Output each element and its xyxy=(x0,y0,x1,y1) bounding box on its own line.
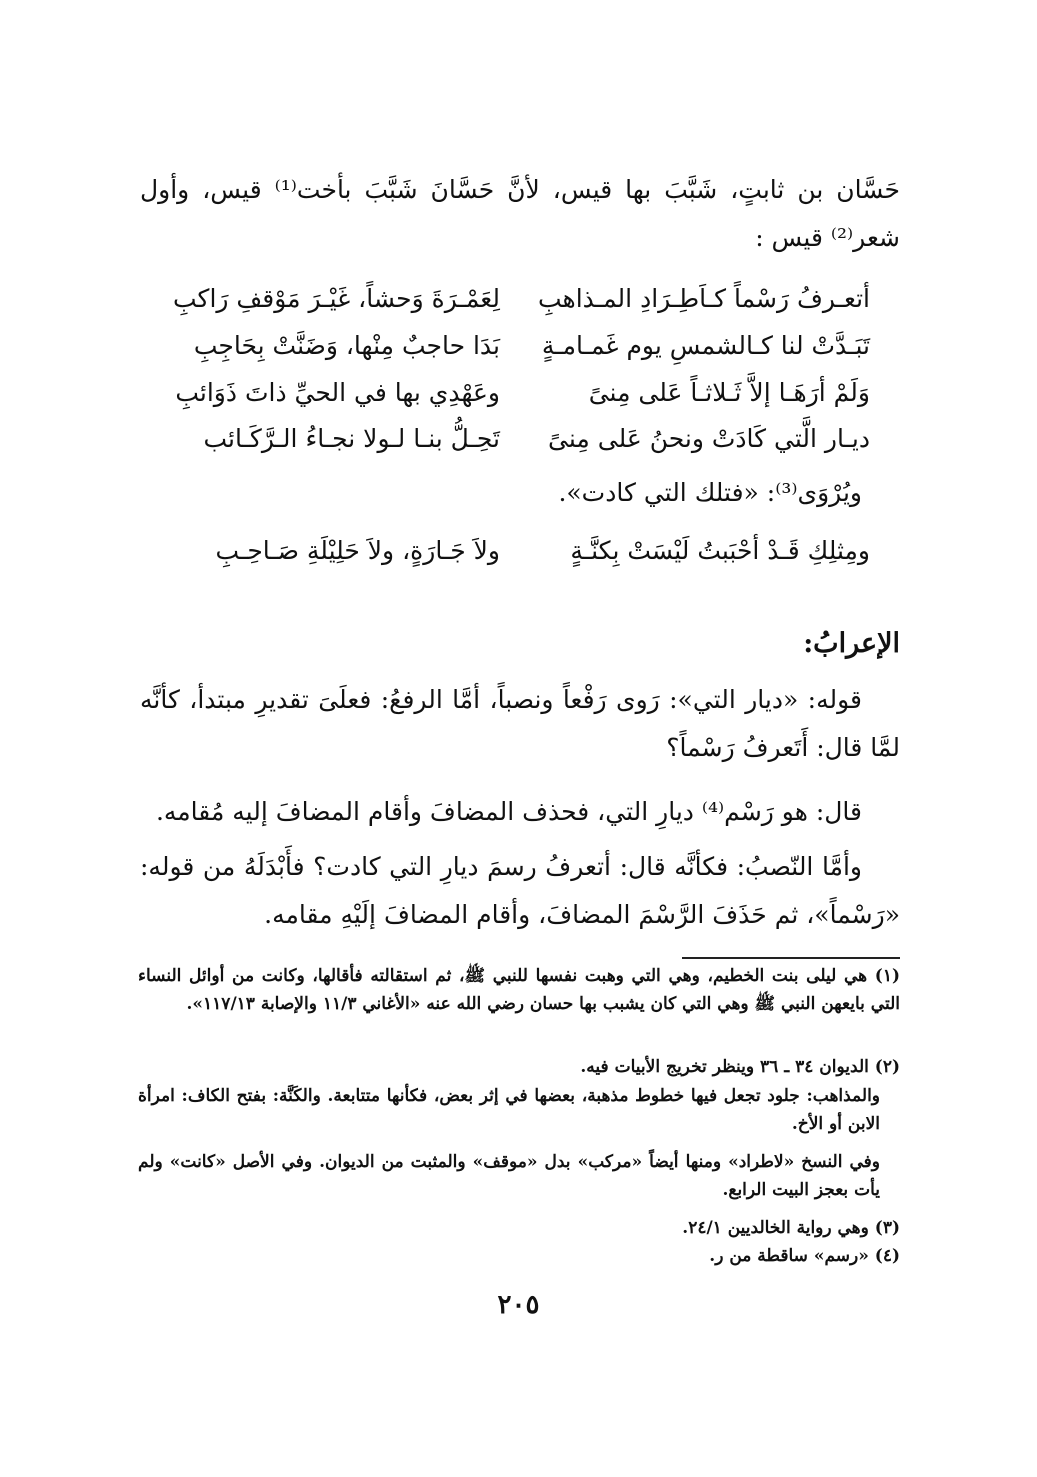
verse-first-hemistich: وَلَمْ أرَهَـا إلاَّ ثَـلاثـاً عَلى مِنىً xyxy=(588,378,870,407)
intro-paragraph: حَسَّان بن ثابتٍ، شَبَّبَ بها قيس، لأنَّ حَسَّانَ شَبَّبَ بأخت⁽¹⁾ قيس، وأول شعر⁽²⁾ قيس : xyxy=(140,175,900,252)
verse-line xyxy=(150,378,870,424)
footnote: (٣) وهي رواية الخالديين ٢٤/١. xyxy=(682,1218,900,1238)
verse-second-hemistich: لِعَمْـرَةَ وَحشاً، غَيْـرَ مَوْقفِ رَاكبِ xyxy=(173,284,500,313)
footnote: (٤) «رسم» ساقطة من ر. xyxy=(709,1246,900,1266)
verse-first-hemistich: أتعـرفُ رَسْماً كـاَطِـرَادِ المـذاهبِ xyxy=(537,284,870,313)
variant-reading: ويُرْوَى⁽³⁾: «فتلك التي كادت». xyxy=(558,478,862,507)
verse-line xyxy=(150,424,870,470)
footnote-separator xyxy=(682,957,900,959)
verse-first-hemistich: تَبَـدَّتْ لنا كـالشمسِ يوم غَمـامـةٍ xyxy=(541,331,870,360)
body-paragraph: وأمَّا النّصبُ: فكأنَّه قال: أتعرفُ رسمَ ديارِ التي كادت؟ فأَبْدَلَهُ من قوله: «رَسْماً»، ثم حَذَفَ الرَّسْمَ المضافَ، وأقام المضافَ إلَيْهِ مقامه. xyxy=(140,852,900,929)
body-paragraph: قال: هو رَسْم⁽⁴⁾ ديارِ التي، فحذف المضافَ وأقام المضافَ إليه مُقامه. xyxy=(155,797,862,826)
footnote: (١) هي ليلى بنت الخطيم، وهي التي وهبت نفسها للنبي ﷺ، ثم استقالته فأقالها، وكانت من أوائل النساء التي بايعهن النبي ﷺ وهي التي كان يشبب بها حسان رضي الله عنه «الأغاني ١١/٣ والإصابة ١١٧/١٣». xyxy=(138,966,900,1014)
section-heading: الإعرابُ: xyxy=(803,628,900,659)
verse-second-hemistich: ولاَ جَـارَةٍ، ولاَ حَلِيْلَةِ صَـاحِـبِ xyxy=(215,536,500,565)
verse-second-hemistich: تَحِـلُّ بنـا لـولا نجـاءُ الـرَّكَـائب xyxy=(203,424,500,453)
verse-first-hemistich: ومِثلِكِ قَـدْ أحْبَبتُ لَيْسَتْ بِكنَّـةٍ xyxy=(570,536,870,565)
footnote: والمذاهب: جلود تجعل فيها خطوط مذهبة، بعضها في إثر بعض، فكأنها متتابعة. والكَنَّة: بفتح الكاف: امرأة الابن أو الأخ. xyxy=(138,1086,880,1134)
page-number: ٢٠٥ xyxy=(497,1290,540,1320)
verse-second-hemistich: وعَهْدِي بها في الحيِّ ذاتَ ذَوَائبِ xyxy=(175,378,500,407)
body-paragraph: قوله: «ديار التي»: رَوى رَفْعاً ونصباً، أمَّا الرفعُ: فعلَىَ تقديرِ مبتدأ، كأنَّه لمَّا قال: أَتَعرفُ رَسْماً؟ xyxy=(140,685,900,762)
footnote: (٢) الديوان ٣٤ ـ ٣٦ وينظر تخريج الأبيات فيه. xyxy=(580,1057,900,1077)
verse-line xyxy=(150,536,870,582)
verse-first-hemistich: ديـار الَّتي كَادَتْ ونحنُ عَلى مِنىً xyxy=(548,424,870,453)
verse-second-hemistich: بَدَا حاجبٌ مِنْها، وَضَنَّتْ بِحَاجِبِ xyxy=(193,331,500,360)
verse-line xyxy=(150,284,870,330)
verse-line xyxy=(150,331,870,377)
footnote: وفي النسخ «لاطراد» ومنها أيضاً «مركب» بدل «موقف» والمثبت من الديوان. وفي الأصل «كانت» ولم يأت بعجز البيت الرابع. xyxy=(138,1152,880,1200)
